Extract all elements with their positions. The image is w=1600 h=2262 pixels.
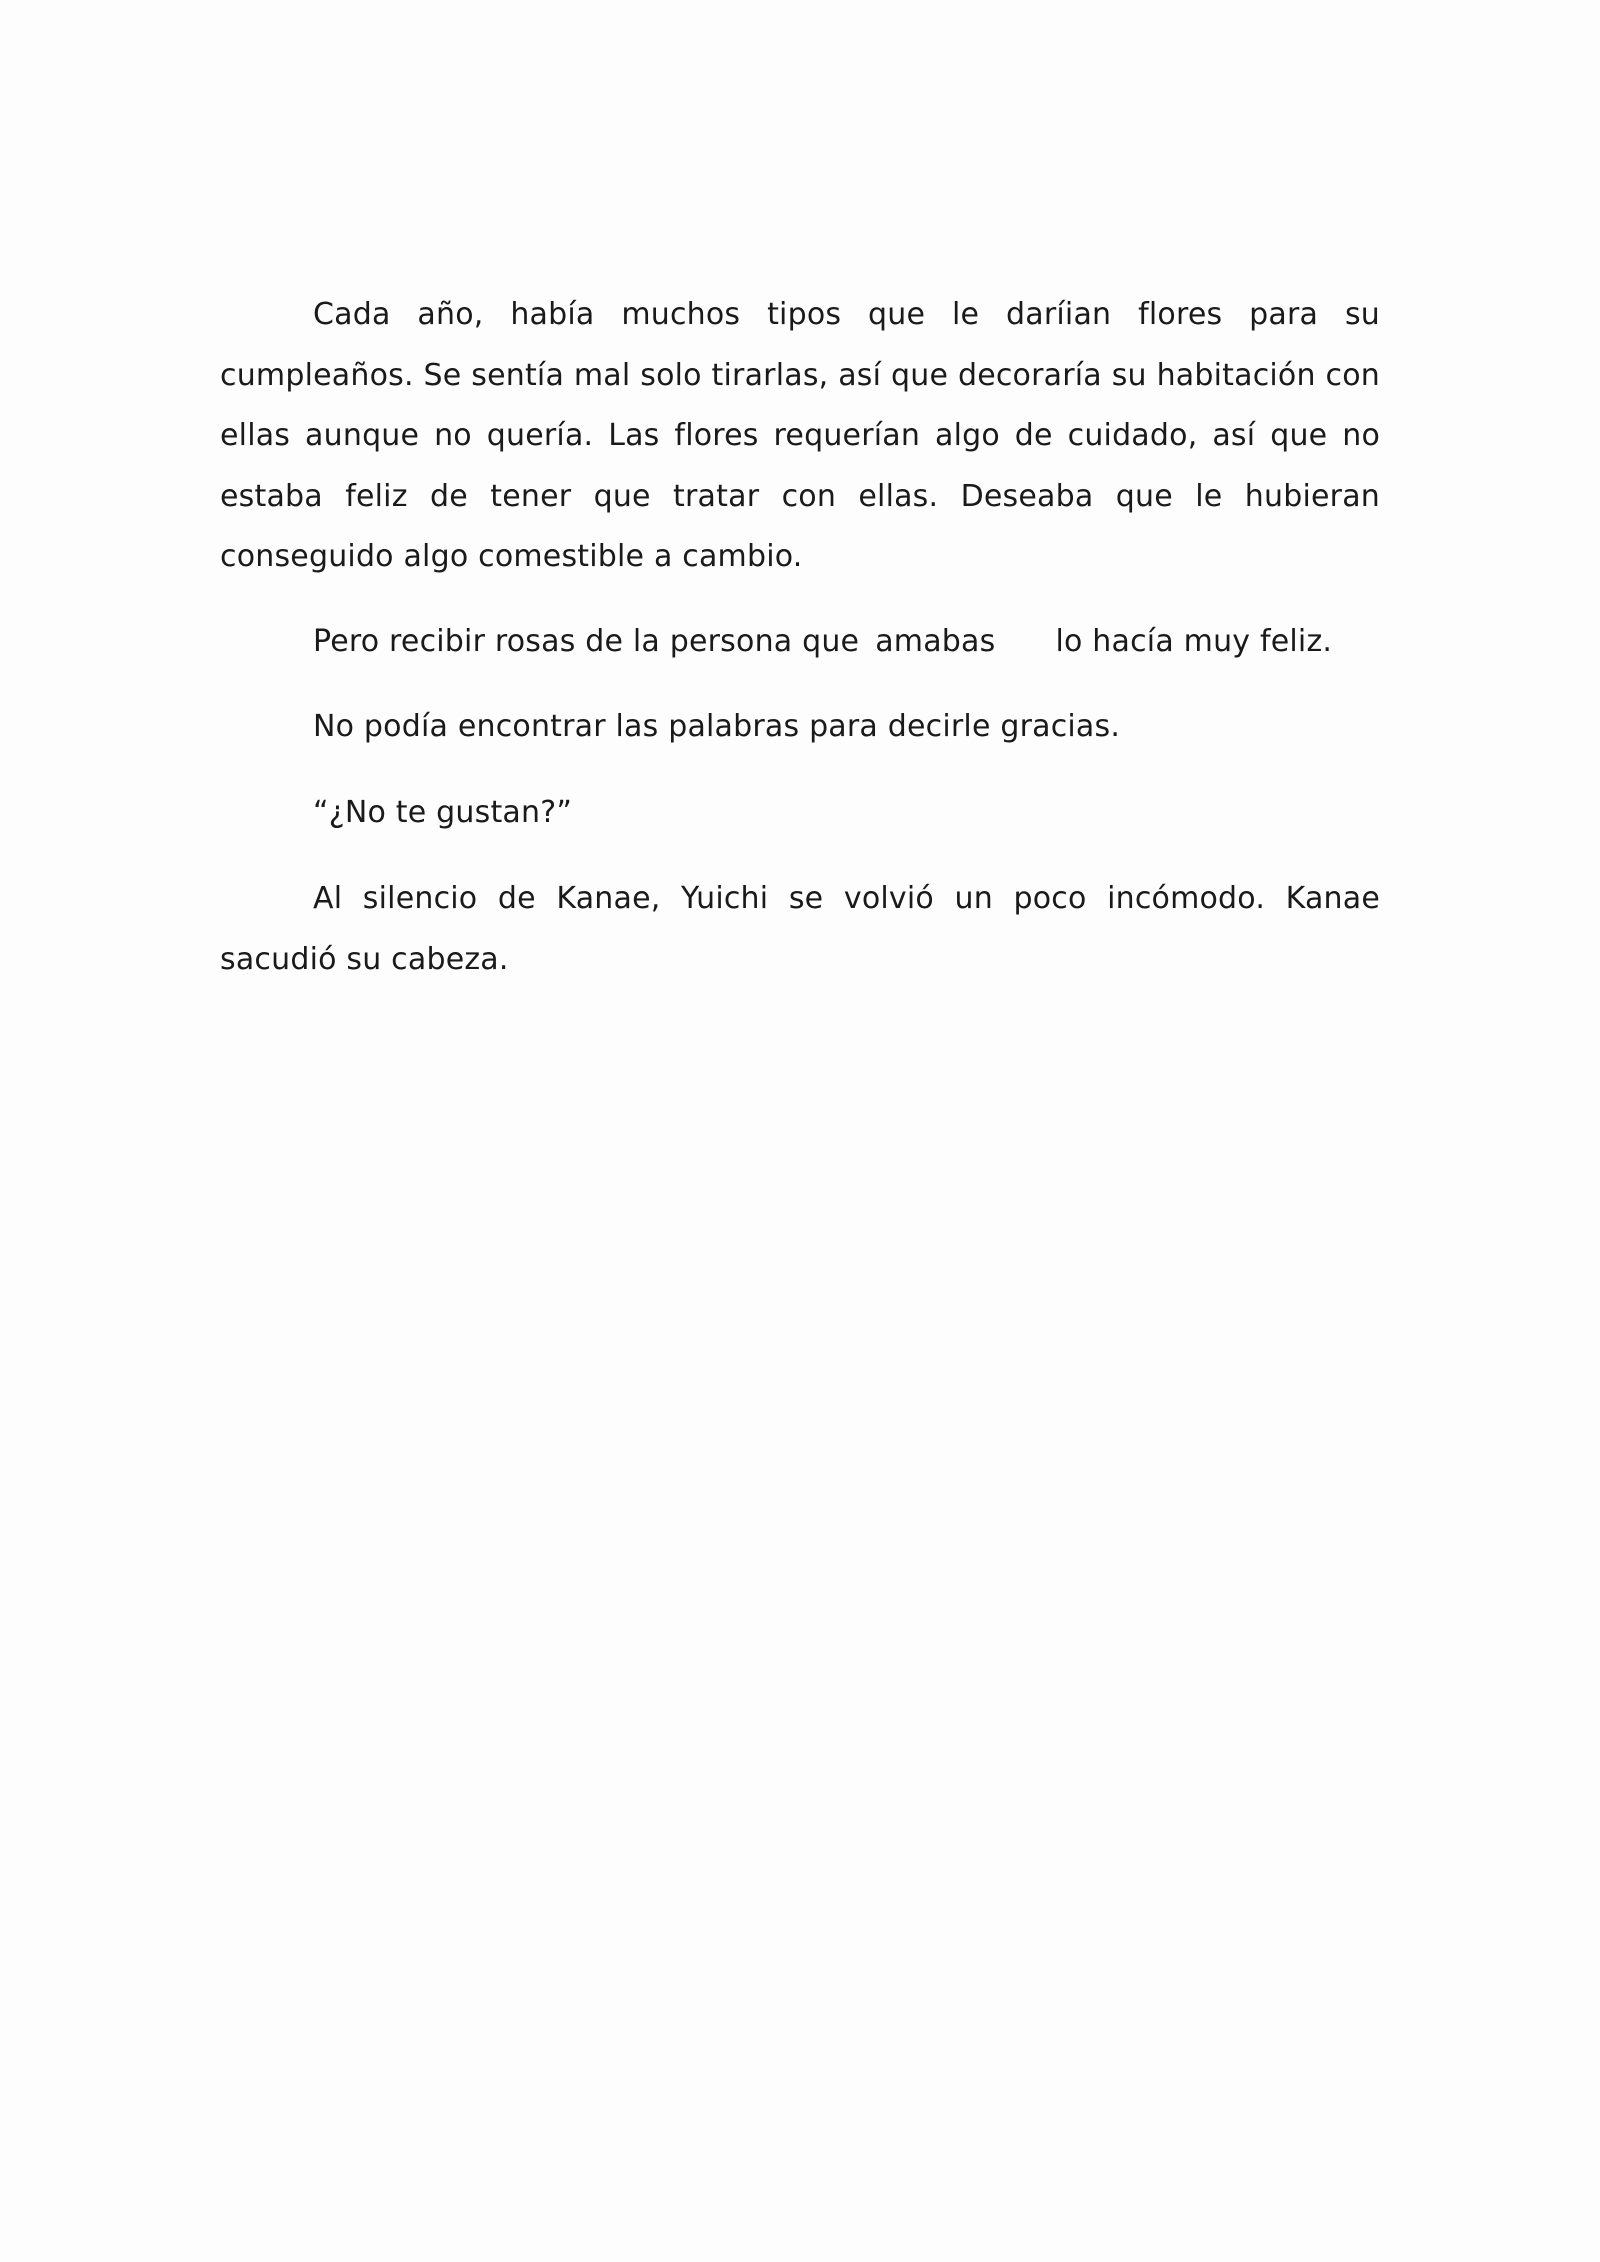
paragraph: Cada año, había muchos tipos que le daríian flores para su cumpleaños. Se sentía mal solo tirarlas, así que decoraría su habitación con ellas aunque no quería. Las flores requerían algo de cuidado, así que no estaba feliz de tener que tratar con ellas. Deseaba que le hubieran conseguido algo comestible a cambio. — [220, 297, 1380, 574]
document-body — [220, 285, 1380, 990]
paragraph — [220, 612, 1380, 673]
paragraph-segment: Pero recibir rosas de la persona que — [313, 623, 860, 659]
paragraph-segment: lo hacía muy feliz. — [1055, 623, 1333, 659]
paragraph: “¿No te gustan?” — [313, 794, 573, 830]
paragraph: No podía encontrar las palabras para decirle gracias. — [313, 709, 1121, 744]
paragraph: Al silencio de Kanae, Yuichi se volvió un poco incómodo. Kanae sacudió su cabeza. — [220, 881, 1380, 977]
paragraph-segment: amabas — [875, 623, 996, 659]
